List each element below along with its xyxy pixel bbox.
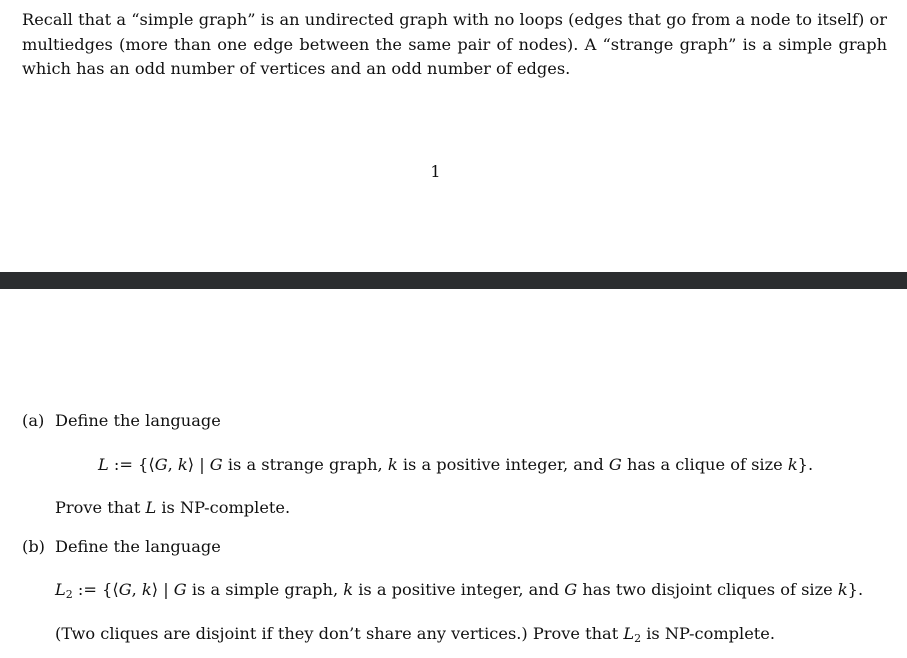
part-b-language-definition: $L_2$ := {⟨G, k⟩ | G is a simple graph, k is a positive integer, and G has two disjoint cliques of size k}. — [55, 580, 864, 601]
page-separator — [0, 272, 907, 289]
part-a-prove: Prove that L is NP-complete. — [55, 498, 291, 517]
page-2 — [0, 289, 907, 658]
part-b-label: (b) — [22, 537, 45, 556]
page-number: 1 — [430, 162, 441, 181]
part-b-note: (Two cliques are disjoint if they don’t share any vertices.) Prove that $L_2$ is NP-complete. — [55, 624, 776, 645]
intro-paragraph: Recall that a “simple graph” is an undirected graph with no loops (edges that go from a node to itself) or multiedges (more than one edge between the same pair of nodes). A “strange graph” is a simple graph which has an odd number of vertices and an odd number of edges. — [22, 10, 887, 78]
page-1 — [0, 0, 907, 272]
part-a-language-definition: L := {⟨G, k⟩ | G is a strange graph, k is a positive integer, and G has a clique of size k}. — [98, 455, 814, 474]
part-a-define: Define the language — [55, 411, 221, 430]
part-a-label: (a) — [22, 411, 45, 430]
part-b-define: Define the language — [55, 537, 221, 556]
